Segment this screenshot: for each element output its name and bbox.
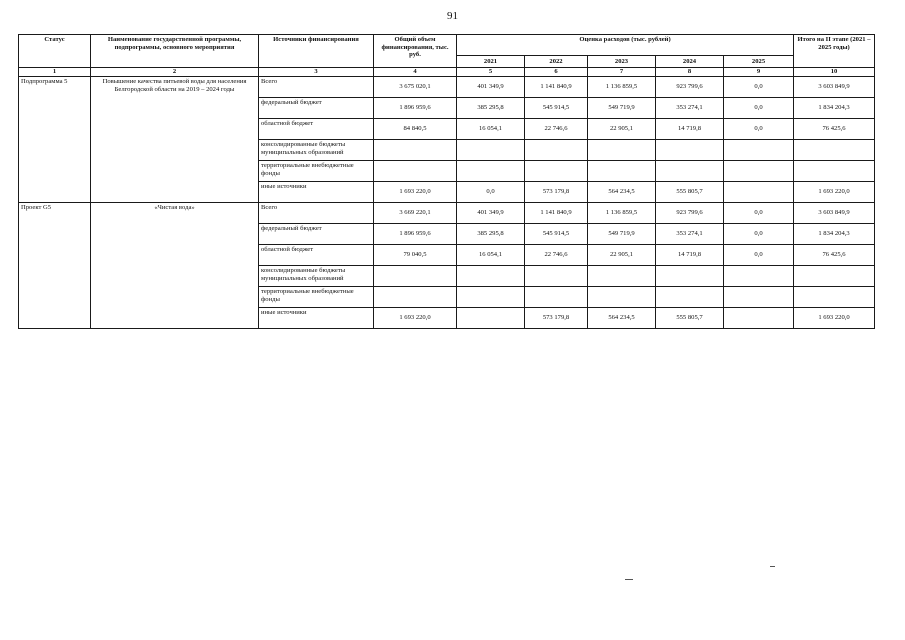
value-cell-y2023: 564 234,5 [588,182,656,203]
value-cell-y2025 [724,266,794,287]
value-cell-y2023: 22 905,1 [588,119,656,140]
value-cell-y2024: 555 805,7 [656,182,724,203]
program-name-cell: «Чистая вода» [91,203,259,329]
header-stage-total: Итого на II этапе (2021 – 2025 годы) [794,35,875,68]
status-cell: Проект G5 [19,203,91,329]
value-cell-y2023 [588,161,656,182]
source-cell: областной бюджет [259,245,374,266]
value-cell-y2023: 549 719,9 [588,224,656,245]
value-cell-y2022 [525,266,588,287]
value-cell-total: 84 840,5 [374,119,457,140]
column-number: 10 [794,68,875,77]
value-cell-y2022: 1 141 840,9 [525,203,588,224]
header-year: 2021 [457,56,525,68]
column-number: 6 [525,68,588,77]
value-cell-y2021: 0,0 [457,182,525,203]
value-cell-total: 1 896 959,6 [374,224,457,245]
scan-artifact-line [625,579,633,580]
value-cell-y2022: 545 914,5 [525,224,588,245]
value-cell-stage: 1 693 220,0 [794,182,875,203]
column-number: 2 [91,68,259,77]
value-cell-y2023: 22 905,1 [588,245,656,266]
column-number: 4 [374,68,457,77]
value-cell-y2024: 14 719,8 [656,119,724,140]
column-number: 8 [656,68,724,77]
header-program: Наименование государственной программы, подпрограммы, основного мероприятия [91,35,259,68]
value-cell-y2025 [724,308,794,329]
value-cell-y2025: 0,0 [724,77,794,98]
value-cell-y2025: 0,0 [724,245,794,266]
source-cell: Всего [259,203,374,224]
value-cell-y2024 [656,161,724,182]
value-cell-total: 3 675 020,1 [374,77,457,98]
value-cell-y2025 [724,140,794,161]
header-year: 2025 [724,56,794,68]
page-number: 91 [447,10,458,22]
value-cell-y2024: 14 719,8 [656,245,724,266]
value-cell-y2021: 385 295,8 [457,224,525,245]
value-cell-stage: 3 603 849,9 [794,77,875,98]
value-cell-y2022: 545 914,5 [525,98,588,119]
value-cell-y2021: 16 054,1 [457,245,525,266]
value-cell-total: 1 896 959,6 [374,98,457,119]
status-cell: Подпрограмма 5 [19,77,91,203]
value-cell-y2023: 1 136 859,5 [588,203,656,224]
column-number: 7 [588,68,656,77]
column-number: 1 [19,68,91,77]
value-cell-stage: 76 425,6 [794,119,875,140]
value-cell-y2024: 555 805,7 [656,308,724,329]
value-cell-stage [794,161,875,182]
source-cell: территориальные внебюджетные фонды [259,161,374,182]
value-cell-y2021 [457,287,525,308]
source-cell: консолидированные бюджеты муниципальных образований [259,266,374,287]
value-cell-y2024 [656,140,724,161]
value-cell-y2025: 0,0 [724,203,794,224]
value-cell-y2024: 353 274,1 [656,98,724,119]
value-cell-y2021: 401 349,9 [457,77,525,98]
value-cell-stage: 1 834 204,3 [794,98,875,119]
header-sources: Источники финансирования [259,35,374,68]
column-number-row [19,68,875,77]
source-cell: иные источники [259,308,374,329]
value-cell-total [374,266,457,287]
value-cell-total: 1 693 220,0 [374,308,457,329]
header-status: Статус [19,35,91,68]
value-cell-y2022 [525,140,588,161]
value-cell-y2021: 385 295,8 [457,98,525,119]
value-cell-stage [794,266,875,287]
value-cell-stage: 1 693 220,0 [794,308,875,329]
value-cell-y2024 [656,287,724,308]
value-cell-y2023 [588,287,656,308]
source-cell: федеральный бюджет [259,224,374,245]
value-cell-y2024: 353 274,1 [656,224,724,245]
source-cell: Всего [259,77,374,98]
value-cell-y2022: 22 746,6 [525,245,588,266]
value-cell-y2023 [588,266,656,287]
value-cell-y2021: 16 054,1 [457,119,525,140]
header-year: 2024 [656,56,724,68]
source-cell: консолидированные бюджеты муниципальных образований [259,140,374,161]
table-row [19,77,875,98]
header-year: 2023 [588,56,656,68]
source-cell: территориальные внебюджетные фонды [259,287,374,308]
value-cell-y2023: 564 234,5 [588,308,656,329]
value-cell-total [374,140,457,161]
source-cell: федеральный бюджет [259,98,374,119]
value-cell-total: 79 040,5 [374,245,457,266]
value-cell-y2023 [588,140,656,161]
value-cell-stage [794,140,875,161]
scan-artifact-line [770,566,775,567]
table-header [19,35,875,77]
value-cell-y2024: 923 799,6 [656,203,724,224]
value-cell-y2025 [724,161,794,182]
column-number: 9 [724,68,794,77]
value-cell-stage: 3 603 849,9 [794,203,875,224]
value-cell-total: 1 693 220,0 [374,182,457,203]
financing-table [18,34,875,329]
value-cell-y2022 [525,161,588,182]
value-cell-stage: 1 834 204,3 [794,224,875,245]
value-cell-y2025 [724,287,794,308]
value-cell-y2021: 401 349,9 [457,203,525,224]
value-cell-y2021 [457,161,525,182]
header-estimate: Оценка расходов (тыс. рублей) [457,35,794,56]
value-cell-y2021 [457,140,525,161]
value-cell-y2022: 573 179,8 [525,182,588,203]
value-cell-y2025: 0,0 [724,224,794,245]
value-cell-y2023: 1 136 859,5 [588,77,656,98]
value-cell-y2022 [525,287,588,308]
value-cell-y2025: 0,0 [724,119,794,140]
value-cell-y2024: 923 799,6 [656,77,724,98]
header-total: Общий объем финансирования, тыс. руб. [374,35,457,68]
value-cell-y2024 [656,266,724,287]
value-cell-y2022: 1 141 840,9 [525,77,588,98]
value-cell-y2022: 573 179,8 [525,308,588,329]
value-cell-total: 3 669 220,1 [374,203,457,224]
value-cell-y2025: 0,0 [724,98,794,119]
value-cell-y2021 [457,308,525,329]
source-cell: иные источники [259,182,374,203]
value-cell-stage: 76 425,6 [794,245,875,266]
value-cell-y2022: 22 746,6 [525,119,588,140]
table-body [19,77,875,329]
column-number: 5 [457,68,525,77]
value-cell-y2023: 549 719,9 [588,98,656,119]
value-cell-y2021 [457,266,525,287]
value-cell-total [374,287,457,308]
program-name-cell: Повышение качества питьевой воды для населения Белгородской области на 2019 – 2024 годы [91,77,259,203]
column-number: 3 [259,68,374,77]
value-cell-total [374,161,457,182]
value-cell-y2025 [724,182,794,203]
source-cell: областной бюджет [259,119,374,140]
table-row [19,203,875,224]
value-cell-stage [794,287,875,308]
header-year: 2022 [525,56,588,68]
